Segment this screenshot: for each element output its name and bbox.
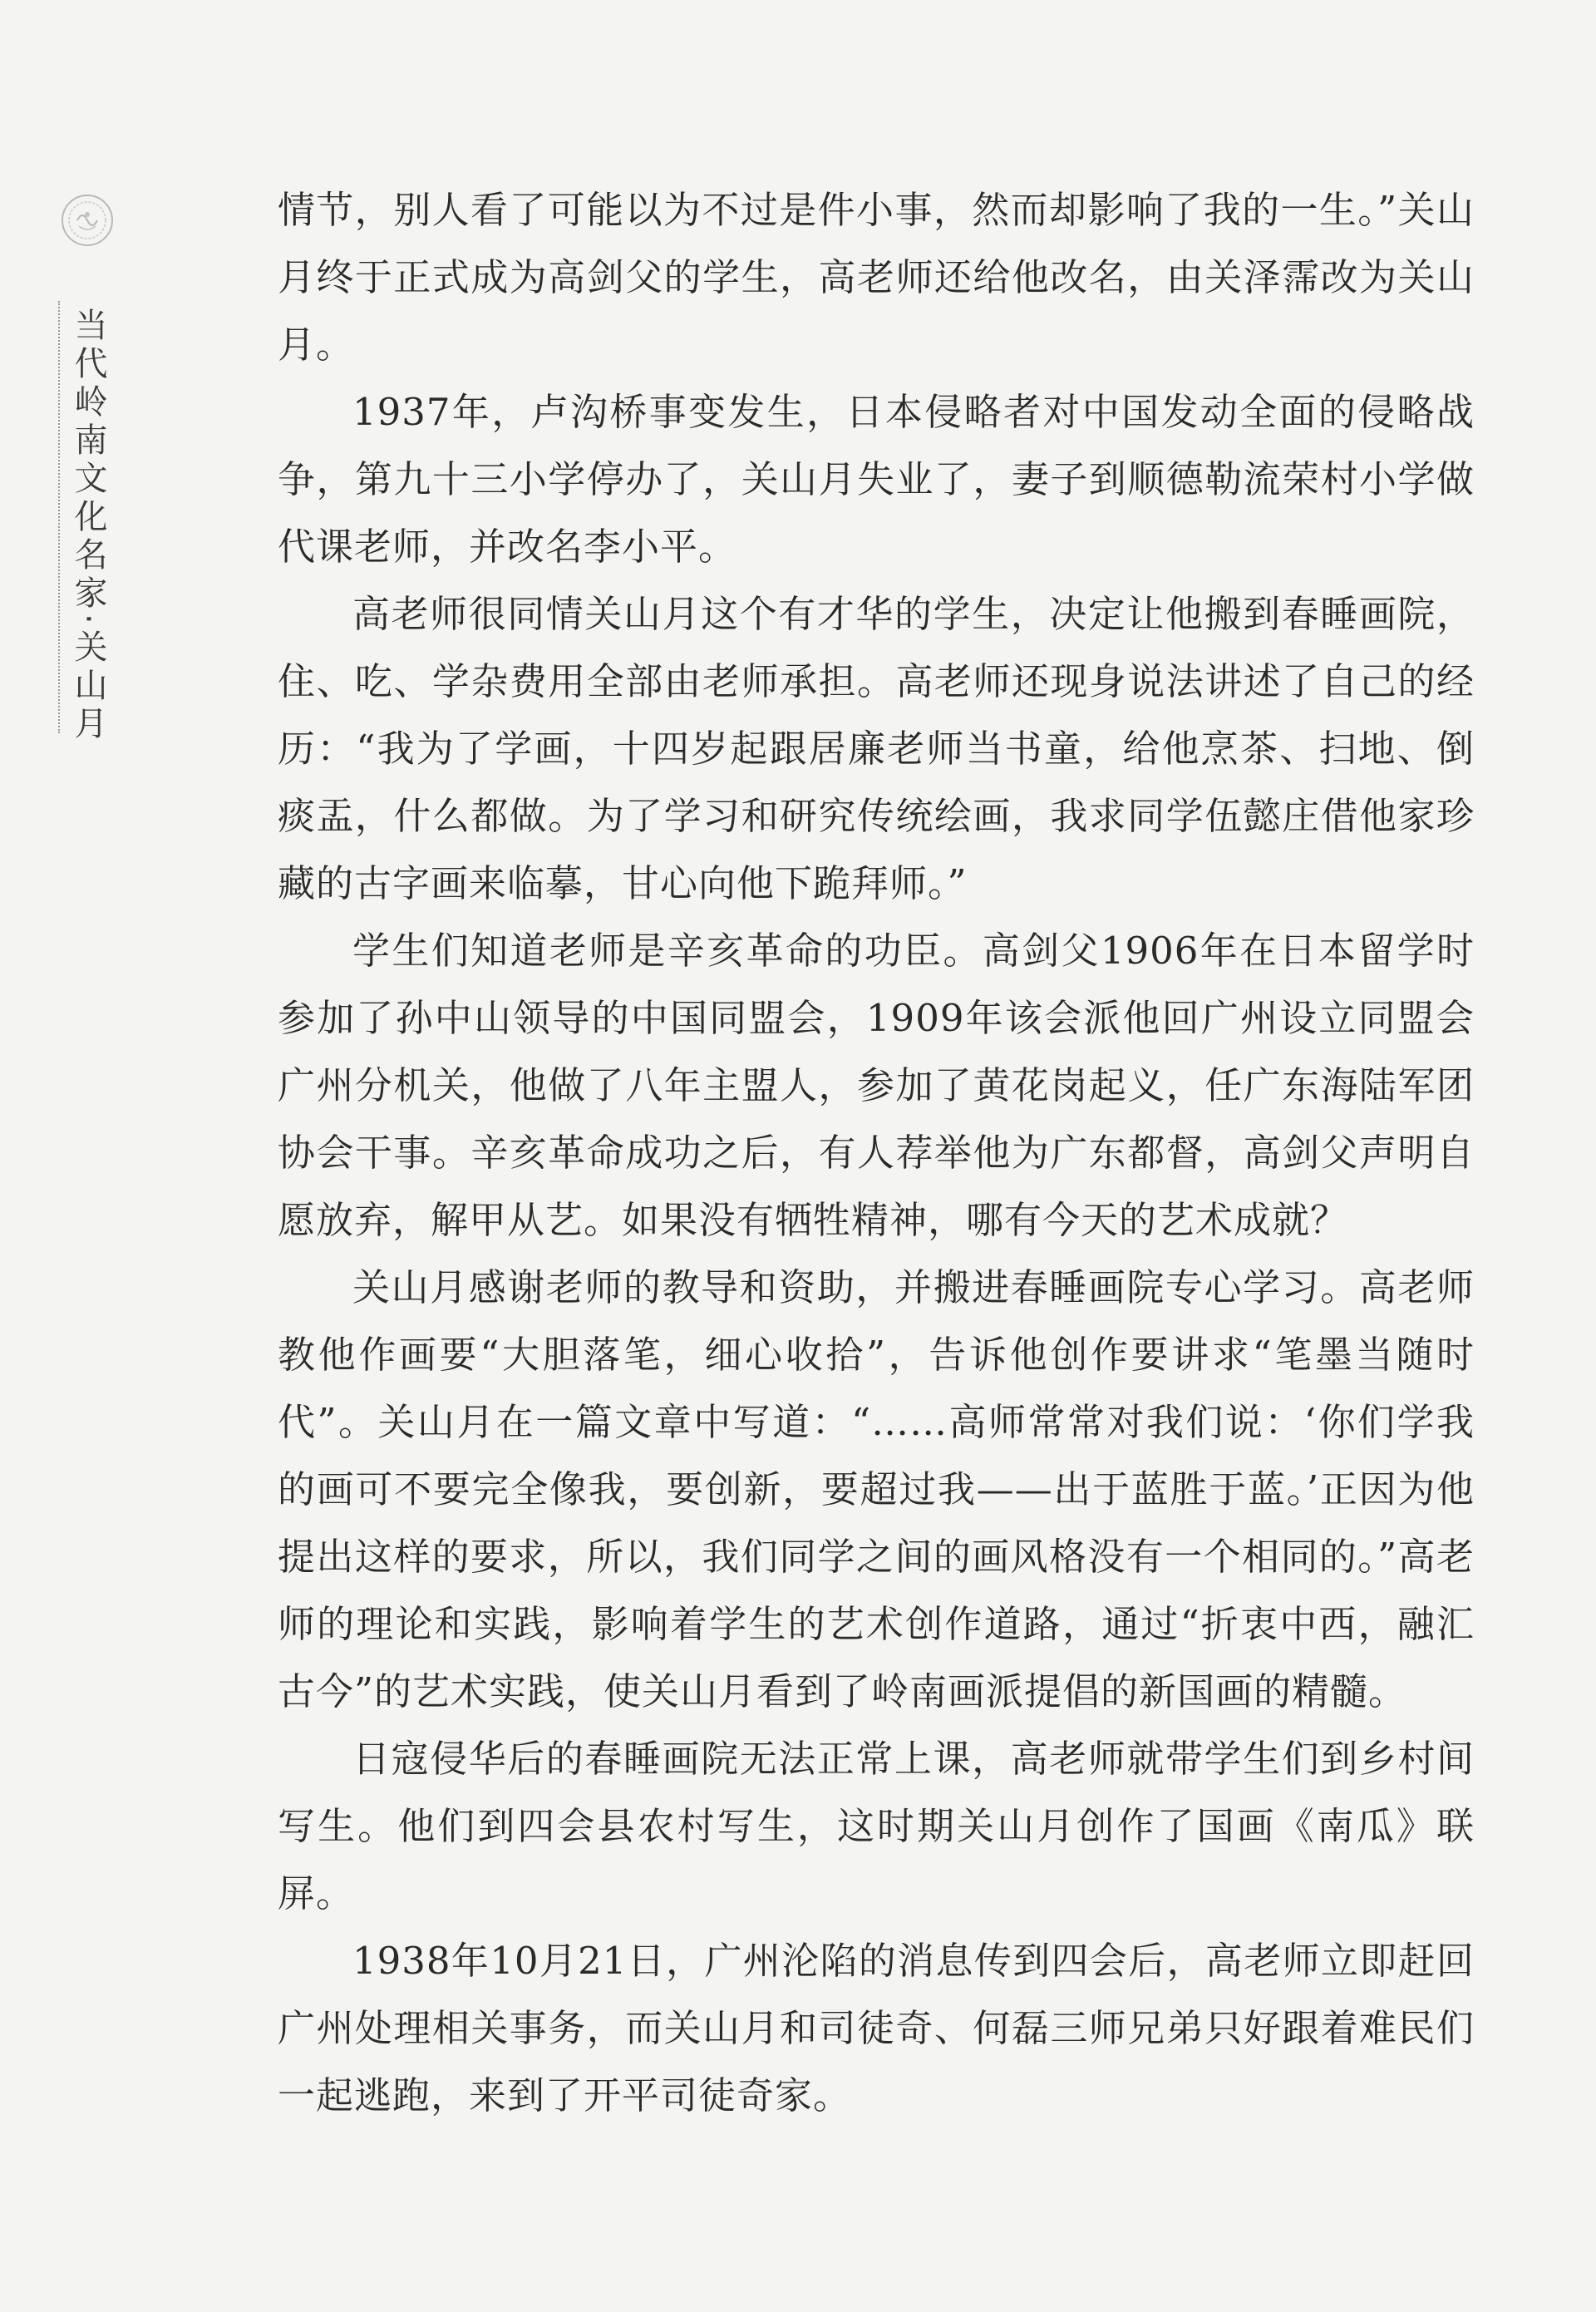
paragraph-2: 1937年，卢沟桥事变发生，日本侵略者对中国发动全面的侵略战争，第九十三小学停办了，关山月失业了，妻子到顺德勒流荣村小学做代课老师，并改名李小平。 bbox=[278, 390, 1475, 569]
paragraph-1: 情节，别人看了可能以为不过是件小事，然而却影响了我的一生。”关山月终于正式成为高剑父的学生，高老师还给他改名，由关泽霈改为关山月。 bbox=[278, 188, 1475, 367]
paragraph-4: 学生们知道老师是辛亥革命的功臣。高剑父1906年在日本留学时参加了孙中山领导的中国同盟会，1909年该会派他回广州设立同盟会广州分机关，他做了八年主盟人，参加了黄花岗起义，任广东海陆军团协会干事。辛亥革命成功之后，有人荐举他为广东都督，高剑父声明自愿放弃，解甲从艺。如果没有牺牲精神，哪有今天的艺术成就？ bbox=[278, 929, 1475, 1242]
paragraph-7: 1938年10月21日，广州沦陷的消息传到四会后，高老师立即赶回广州处理相关事务，而关山月和司徒奇、何磊三师兄弟只好跟着难民们一起逃跑，来到了开平司徒奇家。 bbox=[278, 1939, 1475, 2117]
running-head: 当代岭南文化名家·关山月 bbox=[69, 308, 107, 744]
paragraph-6: 日寇侵华后的春睡画院无法正常上课，高老师就带学生们到乡村间写生。他们到四会县农村写生，这时期关山月创作了国画《南瓜》联屏。 bbox=[278, 1737, 1475, 1915]
seal-emblem-icon bbox=[60, 193, 115, 248]
running-head-rule bbox=[58, 301, 60, 733]
paragraph-5: 关山月感谢老师的教导和资助，并搬进春睡画院专心学习。高老师教他作画要“大胆落笔，细心收拾”，告诉他创作要讲求“笔墨当随时代”。关山月在一篇文章中写道：“……高师常常对我们说：‘你们学我的画可不要完全像我，要创新，要超过我——出于蓝胜于蓝。’正因为他提出这样的要求，所以，我们同学之间的画风格没有一个相同的。”高老师的理论和实践，影响着学生的艺术创作道路，通过“折衷中西，融汇古今”的艺术实践，使关山月看到了岭南画派提倡的新国画的精髓。 bbox=[278, 1265, 1475, 1713]
page-body bbox=[278, 176, 1475, 2129]
paragraph-3: 高老师很同情关山月这个有才华的学生，决定让他搬到春睡画院，住、吃、学杂费用全部由老师承担。高老师还现身说法讲述了自己的经历：“我为了学画，十四岁起跟居廉老师当书童，给他烹茶、扫地、倒痰盂，什么都做。为了学习和研究传统绘画，我求同学伍懿庄借他家珍藏的古字画来临摹，甘心向他下跪拜师。” bbox=[278, 592, 1475, 905]
